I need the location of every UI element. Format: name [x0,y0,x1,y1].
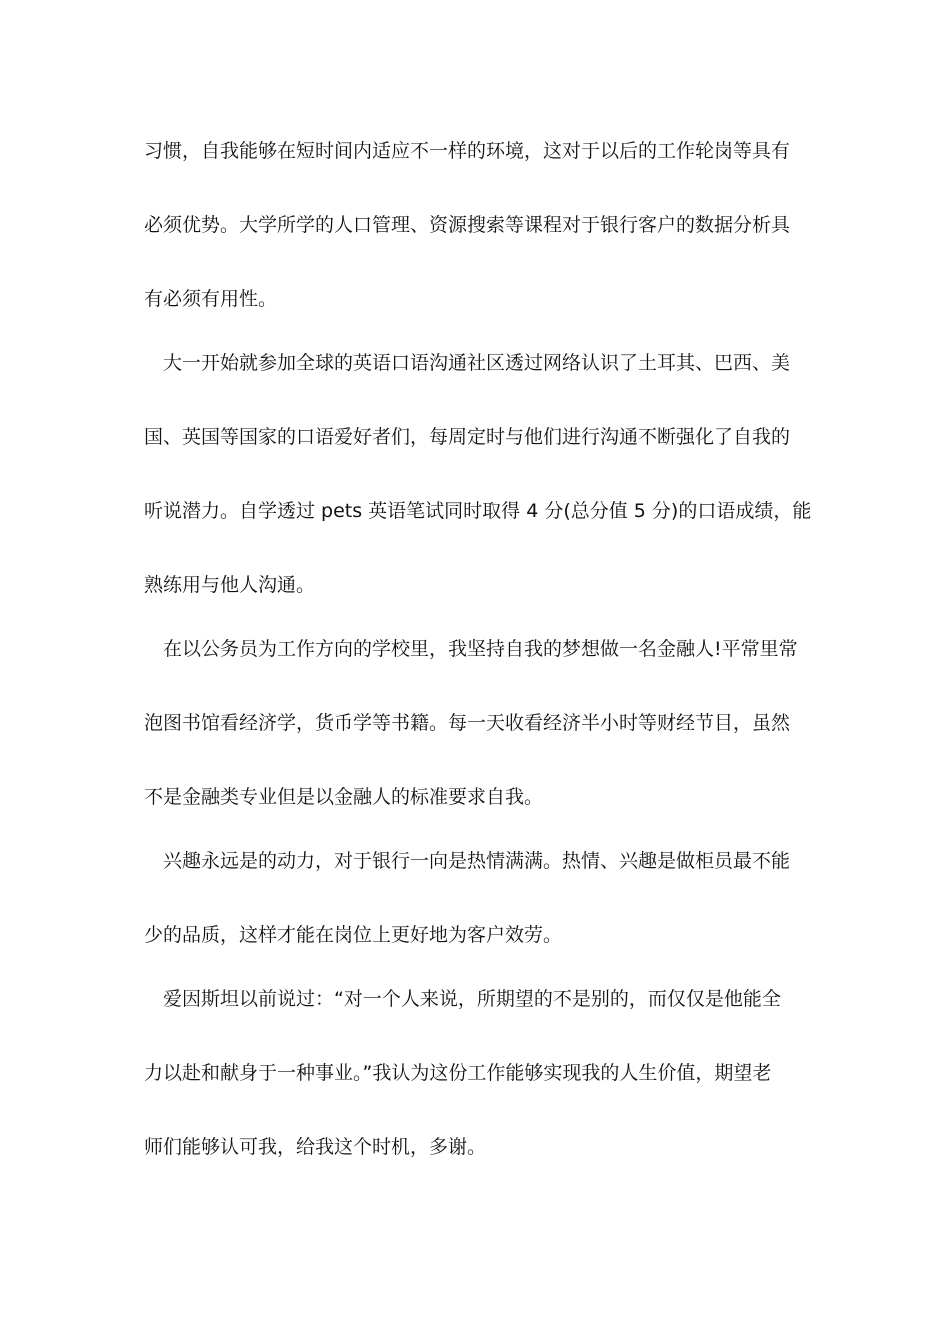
text-line: 少的品质，这样才能在岗位上更好地为客户效劳。 [144,924,563,946]
text-line: 力以赴和献身于一种事业。”我认为这份工作能够实现我的人生价值，期望老 [144,1062,772,1084]
text-line: 熟练用与他人沟通。 [144,574,316,596]
paragraph-first-line: 在以公务员为工作方向的学校里，我坚持自我的梦想做一名金融人!平常里常 [163,638,798,660]
text-line: 不是金融类专业但是以金融人的标准要求自我。 [144,786,544,808]
text-line: 有必须有用性。 [144,288,278,310]
text-line: 国、英国等国家的口语爱好者们，每周定时与他们进行沟通不断强化了自我的 [144,426,791,448]
text-line: 泡图书馆看经济学，货币学等书籍。每一天收看经济半小时等财经节目，虽然 [144,712,791,734]
text-line: 师们能够认可我，给我这个时机，多谢。 [144,1136,487,1158]
text-line: 必须优势。大学所学的人口管理、资源搜索等课程对于银行客户的数据分析具 [144,214,791,236]
text-line: 习惯，自我能够在短时间内适应不一样的环境，这对于以后的工作轮岗等具有 [144,140,791,162]
paragraph-first-line: 大一开始就参加全球的英语口语沟通社区透过网络认识了土耳其、巴西、美 [163,352,791,374]
paragraph-first-line: 爱因斯坦以前说过：“对一个人来说，所期望的不是别的，而仅仅是他能全 [163,988,781,1010]
text-line: 听说潜力。自学透过 pets 英语笔试同时取得 4 分(总分值 5 分)的口语成绩，能 [144,500,812,522]
paragraph-first-line: 兴趣永远是的动力，对于银行一向是热情满满。热情、兴趣是做柜员最不能 [163,850,791,872]
